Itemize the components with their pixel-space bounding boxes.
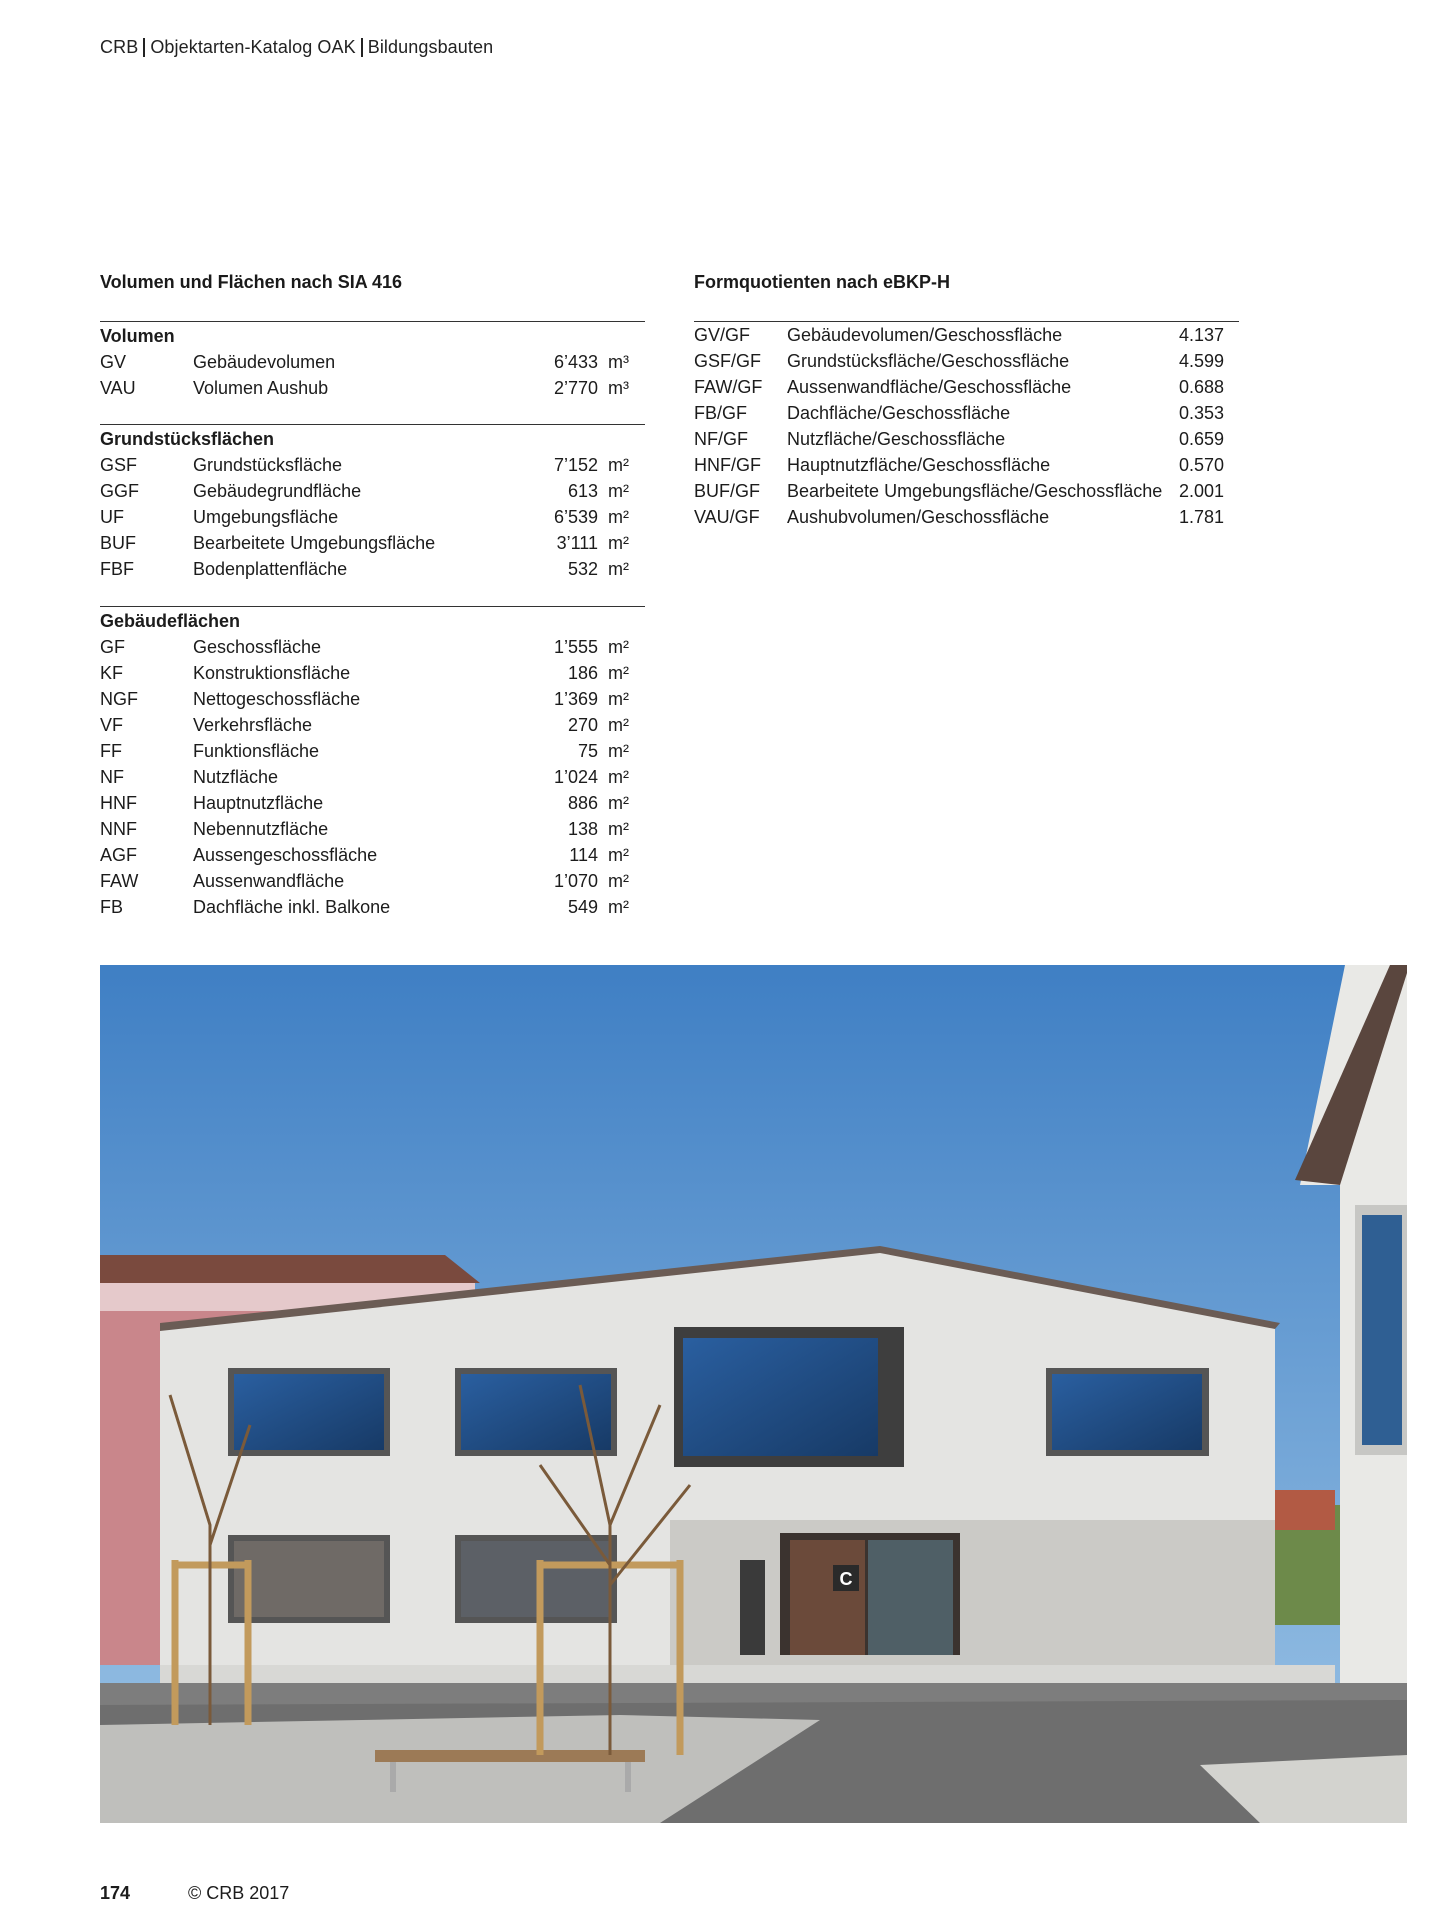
row-value: 0.688 — [1179, 377, 1225, 397]
row-value: 886 — [567, 793, 598, 813]
row-label: Dachfläche inkl. Balkone — [193, 897, 391, 917]
row-label: Hauptnutzfläche — [193, 793, 324, 813]
row-abbreviation: UF — [100, 507, 124, 527]
grundstuecksflaechen-table — [100, 424, 645, 582]
row-abbreviation: BUF — [100, 533, 136, 553]
table-row — [100, 349, 645, 375]
table-row — [100, 660, 645, 686]
row-value: 532 — [567, 559, 598, 579]
table-row — [100, 504, 645, 530]
row-unit: m³ — [608, 352, 629, 372]
row-label: Funktionsfläche — [193, 741, 320, 761]
row-unit: m² — [608, 637, 629, 657]
row-label: Grundstücksfläche — [193, 455, 343, 475]
row-label: Aushubvolumen/Geschossfläche — [787, 507, 1050, 527]
table-row — [694, 400, 1239, 426]
row-abbreviation: NGF — [100, 689, 138, 709]
row-abbreviation: GSF/GF — [694, 351, 761, 371]
row-abbreviation: GF — [100, 637, 125, 657]
row-value: 6’433 — [553, 352, 598, 372]
table-row — [100, 530, 645, 556]
row-value: 2’770 — [553, 378, 598, 398]
volumen-table — [100, 321, 645, 401]
grundstuecksflaechen-heading: Grundstücksflächen — [100, 429, 275, 449]
table-row — [100, 894, 645, 920]
row-abbreviation: GV/GF — [694, 325, 751, 345]
row-label: Gebäudegrundfläche — [193, 481, 362, 501]
row-label: Umgebungsfläche — [193, 507, 339, 527]
gebaeudeflaechen-heading: Gebäudeflächen — [100, 611, 241, 631]
row-abbreviation: NNF — [100, 819, 137, 839]
row-value: 1’070 — [553, 871, 598, 891]
row-unit: m² — [608, 507, 629, 527]
row-value: 2.001 — [1179, 481, 1225, 501]
row-label: Grundstücksfläche/Geschossfläche — [787, 351, 1070, 371]
header-category: Bildungsbauten — [367, 37, 494, 57]
row-label: Aussenwandfläche — [193, 871, 345, 891]
table-row — [100, 764, 645, 790]
row-label: Konstruktionsfläche — [193, 663, 351, 683]
row-unit: m² — [608, 481, 629, 501]
row-abbreviation: GGF — [100, 481, 139, 501]
row-unit: m² — [608, 897, 629, 917]
volumen-heading: Volumen — [100, 326, 175, 346]
row-label: Nutzfläche/Geschossfläche — [787, 429, 1006, 449]
copyright: © CRB 2017 — [188, 1883, 290, 1903]
row-unit: m² — [608, 793, 629, 813]
row-label: Bearbeitete Umgebungsfläche/Geschossfläche — [787, 481, 1163, 501]
row-abbreviation: HNF — [100, 793, 137, 813]
table-row — [694, 426, 1239, 452]
row-abbreviation: VF — [100, 715, 124, 735]
table-row — [694, 348, 1239, 374]
row-unit: m² — [608, 741, 629, 761]
row-abbreviation: AGF — [100, 845, 138, 865]
row-label: Nutzfläche — [193, 767, 279, 787]
table-row — [694, 452, 1239, 478]
row-value: 7’152 — [553, 455, 598, 475]
row-value: 3’111 — [556, 533, 598, 553]
row-unit: m² — [608, 845, 629, 865]
building-photo — [100, 965, 1407, 1823]
table-row — [100, 790, 645, 816]
sia-section-title: Volumen und Flächen nach SIA 416 — [100, 272, 403, 292]
row-value: 613 — [567, 481, 598, 501]
row-label: Nettogeschossfläche — [193, 689, 361, 709]
row-value: 6’539 — [553, 507, 598, 527]
table-row — [100, 738, 645, 764]
formquotienten-table — [694, 321, 1239, 530]
table-row — [694, 374, 1239, 400]
row-unit: m² — [608, 715, 629, 735]
row-abbreviation: NF/GF — [694, 429, 748, 449]
row-value: 1’369 — [553, 689, 598, 709]
row-label: Aussenwandfläche/Geschossfläche — [787, 377, 1072, 397]
running-header — [100, 37, 493, 58]
row-abbreviation: VAU/GF — [694, 507, 760, 527]
row-label: Volumen Aushub — [193, 378, 329, 398]
header-catalog: Objektarten-Katalog OAK — [150, 37, 356, 57]
table-row — [100, 634, 645, 660]
table-row — [100, 686, 645, 712]
page-number: 174 — [100, 1883, 131, 1903]
row-value: 138 — [567, 819, 598, 839]
row-value: 186 — [567, 663, 598, 683]
row-abbreviation: FB/GF — [694, 403, 747, 423]
row-label: Verkehrsfläche — [193, 715, 313, 735]
row-unit: m² — [608, 767, 629, 787]
row-unit: m² — [608, 455, 629, 475]
header-separator — [143, 38, 145, 57]
row-label: Hauptnutzfläche/Geschossfläche — [787, 455, 1051, 475]
row-value: 1.781 — [1179, 507, 1225, 527]
row-label: Bearbeitete Umgebungsfläche — [193, 533, 436, 553]
row-abbreviation: BUF/GF — [694, 481, 760, 501]
row-value: 549 — [567, 897, 598, 917]
row-abbreviation: VAU — [100, 378, 136, 398]
row-unit: m² — [608, 689, 629, 709]
table-row — [100, 816, 645, 842]
row-value: 75 — [577, 741, 598, 761]
table-row — [100, 712, 645, 738]
row-abbreviation: FBF — [100, 559, 134, 579]
row-value: 0.570 — [1179, 455, 1225, 475]
row-abbreviation: GV — [100, 352, 127, 372]
row-abbreviation: GSF — [100, 455, 138, 475]
row-label: Nebennutzfläche — [193, 819, 329, 839]
row-value: 114 — [569, 845, 598, 865]
row-unit: m² — [608, 533, 629, 553]
row-abbreviation: FB — [100, 897, 124, 917]
row-unit: m² — [608, 819, 629, 839]
row-value: 4.137 — [1179, 325, 1225, 345]
row-value: 0.659 — [1179, 429, 1225, 449]
table-row — [100, 556, 645, 582]
row-label: Geschossfläche — [193, 637, 322, 657]
table-row — [694, 478, 1239, 504]
header-crb: CRB — [100, 37, 139, 57]
row-abbreviation: KF — [100, 663, 124, 683]
row-label: Aussengeschossfläche — [193, 845, 378, 865]
table-row — [100, 868, 645, 894]
row-unit: m³ — [608, 378, 629, 398]
ebkp-section-title: Formquotienten nach eBKP-H — [694, 272, 951, 292]
row-unit: m² — [608, 871, 629, 891]
row-value: 270 — [567, 715, 598, 735]
table-row — [694, 322, 1239, 348]
row-value: 4.599 — [1179, 351, 1225, 371]
row-unit: m² — [608, 559, 629, 579]
row-label: Bodenplattenfläche — [193, 559, 348, 579]
row-label: Dachfläche/Geschossfläche — [787, 403, 1011, 423]
row-abbreviation: FAW/GF — [694, 377, 763, 397]
gebaeudeflaechen-table — [100, 606, 645, 920]
row-unit: m² — [608, 663, 629, 683]
table-row — [100, 375, 645, 401]
table-row — [100, 842, 645, 868]
table-row — [694, 504, 1239, 530]
row-label: Gebäudevolumen/Geschossfläche — [787, 325, 1063, 345]
row-value: 0.353 — [1179, 403, 1225, 423]
table-row — [100, 452, 645, 478]
row-abbreviation: HNF/GF — [694, 455, 761, 475]
row-value: 1’555 — [553, 637, 598, 657]
row-label: Gebäudevolumen — [193, 352, 336, 372]
table-row — [100, 478, 645, 504]
row-abbreviation: FF — [100, 741, 122, 761]
header-separator — [361, 38, 363, 57]
row-value: 1’024 — [553, 767, 598, 787]
row-abbreviation: NF — [100, 767, 124, 787]
page-footer — [100, 1883, 289, 1904]
row-abbreviation: FAW — [100, 871, 139, 891]
entrance-sign: C — [839, 1569, 853, 1589]
